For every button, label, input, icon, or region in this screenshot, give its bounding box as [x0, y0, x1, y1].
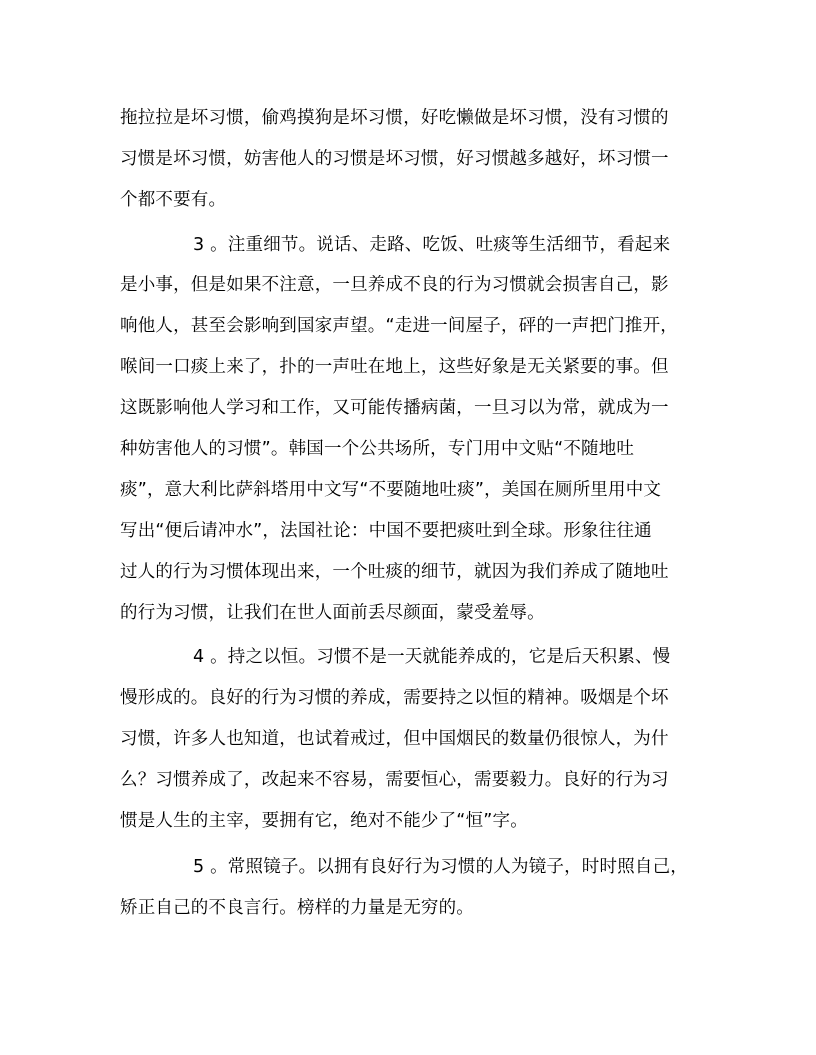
text-line: 种妨害他人的习惯”。韩国一个公共场所，专门用中文贴“不随地吐 [120, 439, 635, 459]
text-line: 个都不要有。 [120, 190, 227, 210]
text-line: 喉间一口痰上来了，扑的一声吐在地上，这些好象是无关紧要的事。但 [120, 357, 669, 377]
text-line: 拖拉拉是坏习惯，偷鸡摸狗是坏习惯，好吃懒做是坏习惯，没有习惯的 [120, 108, 669, 128]
text-line: 习惯是坏习惯，妨害他人的习惯是坏习惯，好习惯越多越好，坏习惯一 [120, 149, 669, 169]
text-line: 么？习惯养成了，改起来不容易，需要恒心，需要毅力。良好的行为习 [120, 770, 669, 790]
text-line: 这既影响他人学习和工作，又可能传播病菌，一旦习以为常，就成为一 [120, 398, 669, 418]
text-line: 过人的行为习惯体现出来，一个吐痰的细节，就因为我们养成了随地吐 [120, 562, 669, 582]
text-line: 的行为习惯，让我们在世人面前丢尽颜面，蒙受羞辱。 [120, 603, 545, 623]
text-line: 痰”，意大利比萨斜塔用中文写“不要随地吐痰”，美国在厕所里用中文 [120, 480, 662, 500]
text-line: 慢形成的。良好的行为习惯的养成，需要持之以恒的精神。吸烟是个坏 [120, 688, 669, 708]
text-line: 惯是人生的主宰，要拥有它，绝对不能少了“恒”字。 [120, 811, 528, 831]
text-line: 矫正自己的不良言行。榜样的力量是无穷的。 [120, 898, 474, 918]
text-line: 习惯，许多人也知道，也试着戒过，但中国烟民的数量仍很惊人，为什 [120, 729, 669, 749]
paragraph-5-first-line: 5 。常照镜子。以拥有良好行为习惯的人为镜子，时时照自己， [193, 857, 688, 877]
paragraph-3-first-line: 3 。注重细节。说话、走路、吃饭、吐痰等生活细节，看起来 [193, 235, 671, 255]
paragraph-4-first-line: 4 。持之以恒。习惯不是一天就能养成的，它是后天积累、慢 [193, 647, 671, 667]
text-line: 是小事，但是如果不注意，一旦养成不良的行为习惯就会损害自己，影 [120, 275, 669, 295]
text-line: 写出“便后请冲水”，法国社论：中国不要把痰吐到全球。形象往往通 [120, 521, 652, 541]
text-line: 响他人，甚至会影响到国家声望。“走进一间屋子，砰的一声把门推开， [120, 316, 678, 336]
